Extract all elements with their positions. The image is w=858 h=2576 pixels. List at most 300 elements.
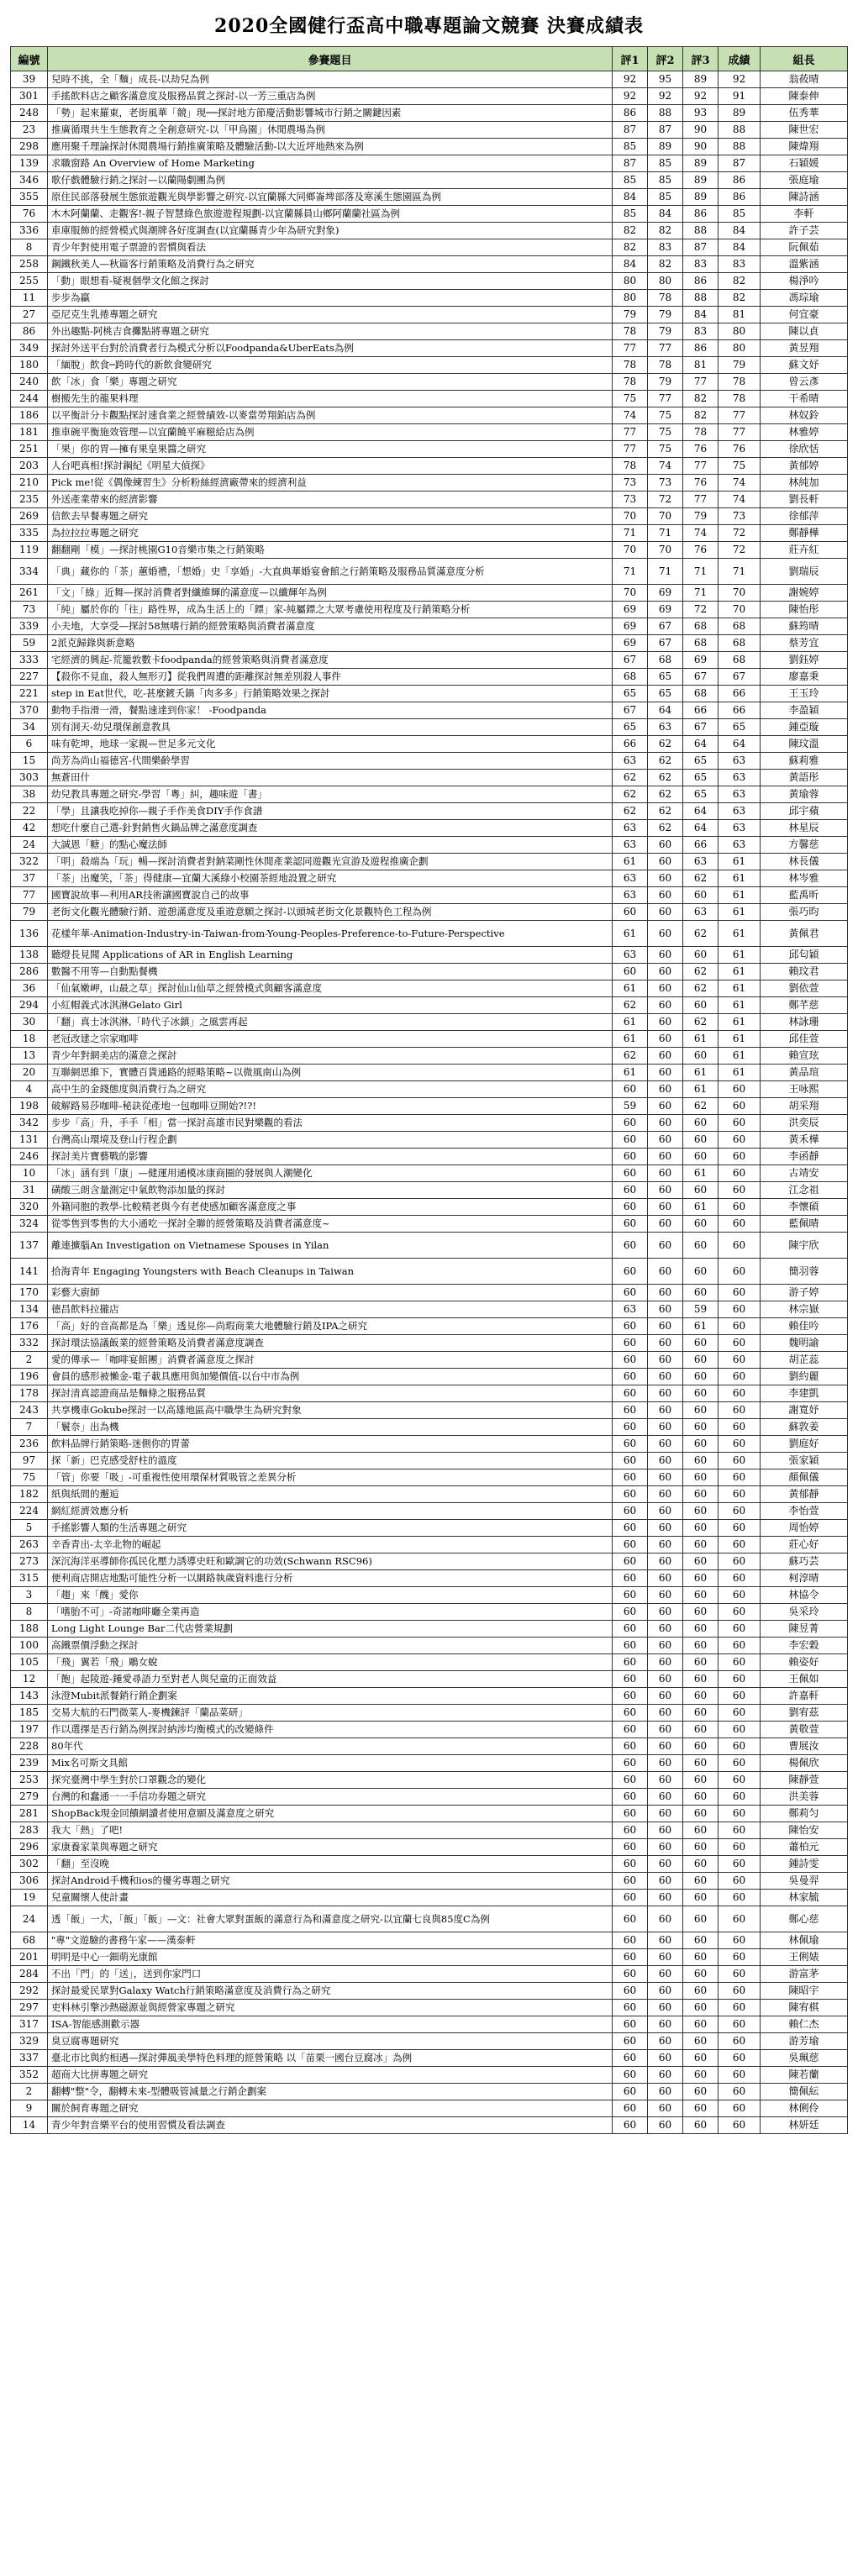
cell-id: 255 [11,273,48,290]
cell-title: 「動」眼想看-疑視個學文化館之探討 [48,273,613,290]
cell-leader: 王俐婊 [761,1949,848,1966]
cell-leader: 黃語彤 [761,770,848,786]
table-row [11,602,848,618]
table-row [11,702,848,719]
cell-leader: 蘇筠晴 [761,618,848,635]
cell-judge-2: 89 [648,139,683,155]
cell-judge-1: 60 [613,1486,648,1503]
table-row [11,1469,848,1486]
cell-judge-1: 82 [613,239,648,256]
table-row [11,1436,848,1453]
table-body [11,71,848,2134]
cell-leader: 王玉玲 [761,686,848,702]
cell-judge-2: 60 [648,1587,683,1604]
cell-leader: 吳曼羿 [761,1873,848,1890]
results-table [10,46,848,2134]
cell-judge-2: 60 [648,1165,683,1182]
cell-id: 334 [11,559,48,585]
cell-title: 「鬟奈」出為機 [48,1419,613,1436]
table-header-row [11,47,848,71]
cell-judge-2: 60 [648,1654,683,1671]
cell-judge-1: 60 [613,1983,648,2000]
cell-judge-3: 61 [683,1199,719,1216]
cell-score: 60 [719,1822,761,1839]
table-row [11,508,848,525]
cell-title: 翻轉"整"令，翻轉未來-型體吸管減量之行銷企劃案 [48,2084,613,2100]
cell-judge-3: 89 [683,189,719,206]
table-row [11,1352,848,1369]
cell-judge-3: 60 [683,1806,719,1822]
cell-title: 聽燈長見聞 Applications of AR in English Learning [48,947,613,964]
cell-judge-1: 61 [613,921,648,947]
table-row [11,1822,848,1839]
cell-judge-2: 60 [648,947,683,964]
cell-id: 302 [11,1856,48,1873]
cell-title: 味有乾坤，地球一家親—世足多元文化 [48,736,613,753]
cell-leader: 李函靜 [761,1149,848,1165]
table-row [11,1570,848,1587]
cell-leader: 劉長軒 [761,492,848,508]
cell-judge-2: 60 [648,1839,683,1856]
table-row [11,1654,848,1671]
cell-score: 60 [719,1890,761,1906]
cell-judge-3: 76 [683,441,719,458]
cell-judge-2: 95 [648,71,683,88]
cell-id: 279 [11,1789,48,1806]
cell-id: 131 [11,1132,48,1149]
cell-score: 60 [719,2117,761,2134]
table-row [11,1621,848,1638]
cell-id: 105 [11,1654,48,1671]
cell-title: 「翻」至沒晚 [48,1856,613,1873]
cell-id: 228 [11,1738,48,1755]
cell-judge-3: 60 [683,2084,719,2100]
cell-id: 210 [11,475,48,492]
cell-judge-3: 71 [683,559,719,585]
cell-judge-1: 60 [613,1520,648,1537]
cell-judge-3: 77 [683,458,719,475]
table-row [11,1604,848,1621]
cell-score: 85 [719,206,761,223]
cell-id: 198 [11,1098,48,1115]
cell-score: 60 [719,1385,761,1402]
table-row [11,947,848,964]
cell-judge-2: 65 [648,686,683,702]
cell-judge-1: 78 [613,323,648,340]
cell-judge-3: 60 [683,1949,719,1966]
cell-score: 60 [719,1621,761,1638]
cell-id: 227 [11,669,48,686]
cell-id: 188 [11,1621,48,1638]
table-row [11,1906,848,1932]
cell-judge-3: 64 [683,736,719,753]
cell-judge-3: 60 [683,1369,719,1385]
cell-judge-1: 65 [613,719,648,736]
cell-id: 352 [11,2067,48,2084]
cell-leader: 陳詩涵 [761,189,848,206]
cell-judge-2: 60 [648,1065,683,1081]
table-row [11,71,848,88]
cell-judge-3: 62 [683,980,719,997]
cell-judge-1: 60 [613,1419,648,1436]
cell-judge-3: 60 [683,1553,719,1570]
cell-judge-1: 77 [613,424,648,441]
cell-judge-2: 69 [648,585,683,602]
cell-judge-1: 61 [613,1065,648,1081]
cell-judge-2: 60 [648,1722,683,1738]
cell-judge-2: 60 [648,837,683,854]
cell-judge-2: 60 [648,1301,683,1318]
cell-score: 61 [719,921,761,947]
cell-id: 31 [11,1182,48,1199]
cell-leader: 陳以貞 [761,323,848,340]
cell-title: 泳澄Mubit派餐銷行銷企劃案 [48,1688,613,1705]
cell-score: 68 [719,618,761,635]
table-row [11,1165,848,1182]
cell-judge-1: 60 [613,2117,648,2134]
cell-judge-2: 62 [648,820,683,837]
cell-judge-1: 63 [613,887,648,904]
table-row [11,1065,848,1081]
cell-score: 60 [719,1932,761,1949]
cell-id: 139 [11,155,48,172]
cell-judge-3: 74 [683,525,719,542]
cell-judge-3: 60 [683,1856,719,1873]
cell-leader: 鍾亞璇 [761,719,848,736]
cell-judge-2: 60 [648,2016,683,2033]
cell-score: 60 [719,1453,761,1469]
cell-title: 「翻」真士冰淇淋,「時代子冰鎮」之風雲再起 [48,1014,613,1031]
cell-judge-2: 69 [648,602,683,618]
cell-title: 互聯網思維下，實體百貨通路的經略策略~以微風南山為例 [48,1065,613,1081]
cell-judge-1: 82 [613,223,648,239]
cell-score: 60 [719,1469,761,1486]
cell-score: 60 [719,1285,761,1301]
cell-leader: 何宜豪 [761,307,848,323]
cell-leader: 周怡婷 [761,1520,848,1537]
table-row [11,458,848,475]
cell-judge-3: 60 [683,1570,719,1587]
cell-score: 88 [719,139,761,155]
cell-score: 72 [719,542,761,559]
cell-id: 320 [11,1199,48,1216]
table-row [11,1259,848,1285]
cell-judge-1: 69 [613,635,648,652]
cell-id: 186 [11,407,48,424]
cell-id: 294 [11,997,48,1014]
table-row [11,1369,848,1385]
cell-judge-3: 60 [683,1654,719,1671]
cell-score: 60 [719,1520,761,1537]
cell-judge-1: 60 [613,2084,648,2100]
table-row [11,803,848,820]
cell-title: 宅經濟的興起-荒籠敦數卡foodpanda的經營策略與消費者滿意度 [48,652,613,669]
cell-judge-1: 60 [613,1132,648,1149]
cell-leader: 蘇文妤 [761,357,848,374]
cell-score: 83 [719,256,761,273]
table-row [11,585,848,602]
cell-title: 步步「高」升，手手「相」當一探討高雄市民對樂觀的看法 [48,1115,613,1132]
cell-judge-3: 84 [683,307,719,323]
table-row [11,635,848,652]
cell-judge-1: 60 [613,1755,648,1772]
cell-judge-2: 78 [648,290,683,307]
cell-judge-3: 60 [683,1638,719,1654]
cell-title: 樹搬先生的龍果料理 [48,391,613,407]
cell-judge-3: 82 [683,407,719,424]
cell-title: 車庫服飾的經營模式與潮牌各好度調查(以宜蘭縣青少年為研究對象) [48,223,613,239]
cell-title: 鋼鐵秋美人—秋篇客行銷策略及消費行為之研究 [48,256,613,273]
table-row [11,1014,848,1031]
table-row [11,391,848,407]
table-row [11,753,848,770]
cell-score: 68 [719,652,761,669]
cell-score: 77 [719,407,761,424]
cell-score: 60 [719,1966,761,1983]
cell-leader: 鍾詩雯 [761,1856,848,1873]
cell-leader: 陳若蘭 [761,2067,848,2084]
cell-score: 81 [719,307,761,323]
cell-score: 92 [719,71,761,88]
cell-judge-2: 71 [648,525,683,542]
cell-id: 342 [11,1115,48,1132]
cell-title: 高鐵票價浮動之探討 [48,1638,613,1654]
cell-leader: 藍佩晴 [761,1216,848,1233]
cell-judge-3: 60 [683,1436,719,1453]
cell-judge-3: 60 [683,1932,719,1949]
table-row [11,1873,848,1890]
cell-id: 283 [11,1822,48,1839]
table-row [11,1966,848,1983]
cell-id: 332 [11,1335,48,1352]
cell-leader: 蘇莉雅 [761,753,848,770]
cell-leader: 莊心好 [761,1537,848,1553]
cell-judge-3: 60 [683,1520,719,1537]
table-row [11,2000,848,2016]
table-row [11,172,848,189]
cell-title: 小夫地，大享受—探討58無嗜行銷的經營策略與消費者滿意度 [48,618,613,635]
cell-title: Mix名可斯文具館 [48,1755,613,1772]
cell-judge-3: 60 [683,1738,719,1755]
cell-leader: 胡芷蕊 [761,1352,848,1369]
cell-score: 78 [719,374,761,391]
cell-title: 推車碗平衡施效管理—以宜蘭饒平麻糍給店為例 [48,424,613,441]
table-row [11,1772,848,1789]
cell-title: ISA-智能感測歡示器 [48,2016,613,2033]
cell-score: 60 [719,1352,761,1369]
cell-title: 木木阿蘭蘭、走觀客!-親子智慧綠色旅遊遊程規劃-以宜蘭縣員山鄉阿蘭蘭社區為例 [48,206,613,223]
cell-id: 336 [11,223,48,239]
cell-title: 超商大比拼專題之研究 [48,2067,613,2084]
cell-judge-1: 60 [613,1839,648,1856]
cell-title: 外送產業帶來的經濟影響 [48,492,613,508]
cell-title: 青少年對網美店的滿意之探討 [48,1048,613,1065]
cell-score: 79 [719,357,761,374]
cell-id: 7 [11,1419,48,1436]
cell-score: 82 [719,290,761,307]
cell-judge-1: 60 [613,1402,648,1419]
cell-judge-3: 64 [683,803,719,820]
table-row [11,1098,848,1115]
cell-id: 2 [11,1352,48,1369]
cell-title: 探「新」巴克感受舒柱的溫度 [48,1453,613,1469]
cell-leader: 陳怡安 [761,1822,848,1839]
cell-judge-1: 62 [613,786,648,803]
cell-score: 60 [719,1839,761,1856]
cell-judge-3: 89 [683,155,719,172]
cell-score: 63 [719,786,761,803]
cell-judge-2: 60 [648,1949,683,1966]
cell-judge-3: 77 [683,374,719,391]
table-row [11,206,848,223]
cell-leader: 陳煒翔 [761,139,848,155]
cell-id: 14 [11,2117,48,2134]
cell-judge-2: 60 [648,997,683,1014]
table-row [11,1755,848,1772]
cell-judge-1: 60 [613,1856,648,1873]
cell-id: 306 [11,1873,48,1890]
cell-score: 60 [719,1738,761,1755]
cell-title: 台灣高山環境及登山行程企劃 [48,1132,613,1149]
cell-judge-3: 89 [683,71,719,88]
cell-judge-2: 62 [648,753,683,770]
cell-judge-1: 85 [613,139,648,155]
cell-title: 「純」屬於你的「往」路性界，成為生活上的「鏢」家-純屬鏢之大眾考慮使用程度及行銷策略分析 [48,602,613,618]
cell-judge-3: 65 [683,786,719,803]
cell-judge-1: 65 [613,686,648,702]
cell-score: 77 [719,424,761,441]
cell-judge-2: 62 [648,736,683,753]
cell-judge-2: 60 [648,964,683,980]
cell-judge-2: 85 [648,155,683,172]
table-row [11,887,848,904]
cell-leader: 王佩如 [761,1671,848,1688]
cell-id: 248 [11,105,48,122]
cell-judge-3: 62 [683,964,719,980]
cell-judge-3: 60 [683,1419,719,1436]
cell-judge-3: 60 [683,1906,719,1932]
cell-judge-2: 60 [648,1402,683,1419]
cell-judge-2: 60 [648,1705,683,1722]
cell-id: 4 [11,1081,48,1098]
cell-id: 284 [11,1966,48,1983]
table-row [11,1419,848,1436]
cell-judge-3: 81 [683,357,719,374]
cell-title: 「果」你的胃—擁有果皇果醬之研究 [48,441,613,458]
cell-judge-1: 60 [613,1873,648,1890]
cell-title: 拾海青年 Engaging Youngsters with Beach Cleanups in Taiwan [48,1259,613,1285]
cell-title: 「緬脫」飲食─跨時代的新飲食變研究 [48,357,613,374]
cell-title: "專"文遊驗的書務午家——漢泰軒 [48,1932,613,1949]
cell-judge-1: 92 [613,71,648,88]
cell-score: 89 [719,105,761,122]
cell-judge-1: 60 [613,2100,648,2117]
cell-judge-1: 80 [613,290,648,307]
cell-judge-2: 71 [648,559,683,585]
table-row [11,1199,848,1216]
cell-title: 別有洞天-幼兒環保創意教具 [48,719,613,736]
cell-judge-2: 60 [648,1873,683,1890]
cell-leader: 李建凱 [761,1385,848,1402]
cell-title: 飲料品牌行銷策略-迷側你的胃蕾 [48,1436,613,1453]
cell-leader: 阮佩茹 [761,239,848,256]
cell-judge-2: 60 [648,1318,683,1335]
cell-judge-3: 92 [683,88,719,105]
cell-judge-2: 73 [648,475,683,492]
cell-title: 小紅帽義式冰淇淋Gelato Girl [48,997,613,1014]
cell-judge-3: 79 [683,508,719,525]
cell-leader: 李懷碩 [761,1199,848,1216]
cell-judge-2: 74 [648,458,683,475]
table-row [11,1839,848,1856]
cell-score: 60 [719,1772,761,1789]
cell-judge-2: 62 [648,803,683,820]
cell-score: 60 [719,1906,761,1932]
cell-title: Pick me!從《偶像練習生》分析粉絲經濟廠帶來的經濟利益 [48,475,613,492]
cell-id: 239 [11,1755,48,1772]
cell-score: 67 [719,669,761,686]
cell-leader: 張庭瑜 [761,172,848,189]
cell-judge-1: 60 [613,2033,648,2050]
cell-score: 84 [719,223,761,239]
cell-id: 170 [11,1285,48,1301]
cell-judge-2: 83 [648,239,683,256]
cell-judge-3: 60 [683,1890,719,1906]
cell-judge-1: 77 [613,340,648,357]
cell-id: 3 [11,1587,48,1604]
cell-id: 296 [11,1839,48,1856]
cell-judge-2: 85 [648,189,683,206]
cell-judge-1: 66 [613,736,648,753]
cell-judge-3: 60 [683,1048,719,1065]
cell-judge-3: 60 [683,947,719,964]
cell-leader: 吳采玲 [761,1604,848,1621]
cell-score: 74 [719,492,761,508]
cell-judge-2: 60 [648,1335,683,1352]
cell-title: 無蒼田什 [48,770,613,786]
cell-leader: 劉庭好 [761,1436,848,1453]
cell-judge-1: 73 [613,475,648,492]
cell-judge-2: 60 [648,1983,683,2000]
cell-leader: 林純加 [761,475,848,492]
cell-judge-3: 64 [683,820,719,837]
cell-title: 「明」殺端為「玩」暢—探討消費者對鈉菜剛性休閒產業認同遊觀光宣游及遊程推廣企劃 [48,854,613,870]
cell-judge-2: 72 [648,492,683,508]
cell-leader: 許子芸 [761,223,848,239]
cell-score: 61 [719,997,761,1014]
cell-judge-3: 90 [683,122,719,139]
table-row [11,1301,848,1318]
cell-judge-1: 60 [613,1553,648,1570]
cell-judge-1: 60 [613,1906,648,1932]
cell-judge-3: 60 [683,1789,719,1806]
header-score: 成績 [719,47,761,71]
cell-judge-2: 60 [648,2117,683,2134]
cell-id: 13 [11,1048,48,1065]
page-title: 2020全國健行盃高中職專題論文競賽 決賽成績表 [214,15,644,37]
header-judge-3: 評3 [683,47,719,71]
cell-leader: 黃郁靜 [761,1486,848,1503]
cell-score: 60 [719,2084,761,2100]
cell-judge-3: 60 [683,1822,719,1839]
cell-score: 82 [719,273,761,290]
table-row [11,669,848,686]
table-row [11,1048,848,1065]
cell-leader: 曹展汝 [761,1738,848,1755]
cell-score: 60 [719,1983,761,2000]
cell-judge-2: 87 [648,122,683,139]
cell-judge-1: 63 [613,837,648,854]
